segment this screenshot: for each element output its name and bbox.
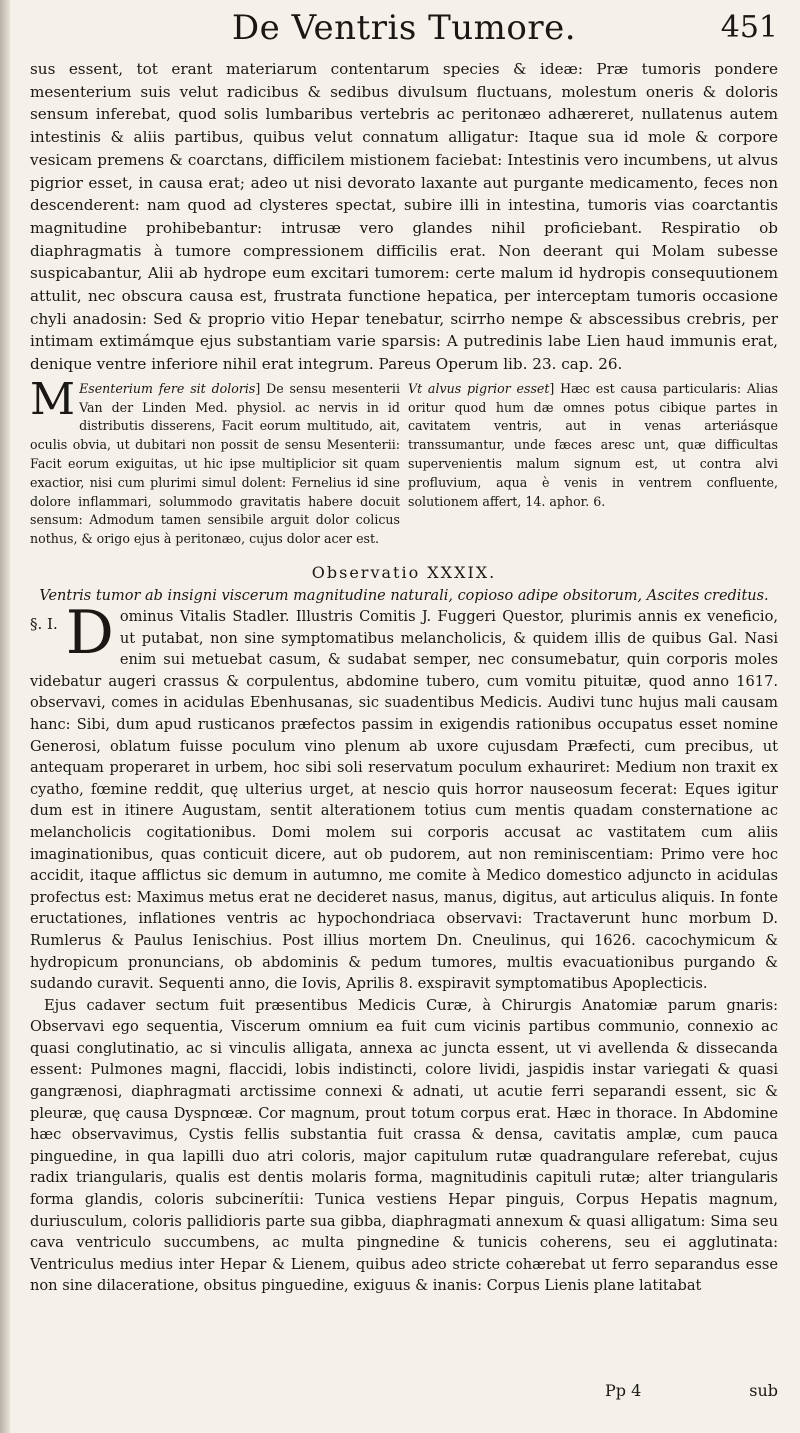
annotation-text: ] De sensu mesenterii Van der Linden Med. physiol. ac nervis in id distributis disserens, Facit eorum multitudo, ait, oculis obvia, ut dubitari non possit de sensu Mesenterii: Facit eorum exiguitas, ut hic ipse multiplicior sit quam exactior, nisi cum plurimi simul dolent: Fernelius id sine dolore inflammari, solummodo gravitatis habere docuit sensum: Admodum tamen sensibile arguit dolor colicus nothus, & origo ejus à peritonæo, cujus dolor acer est. xyxy=(30,380,400,547)
observation-subtitle: Ventris tumor ab insigni viscerum magnitudine naturali, copioso adipe obsitorum, Ascites creditus. xyxy=(39,588,769,605)
annotation-text: ] Hæc est causa particularis: Alias oritur quod hum dæ omnes potus cibique partes in cavitatem ventris, aut in venas arteriásque transsumantur, unde fæces aresc unt, quæ difficultas supervenientis malum signum est, ut contra alvi profluvium, aqua è venis in ventrem confluente, solutionem affert, 14. aphor. 6. xyxy=(408,380,778,509)
page-gutter xyxy=(0,0,10,1433)
page-number: 451 xyxy=(720,10,778,45)
observation-dropcap: D xyxy=(65,598,114,669)
running-title: De Ventris Tumore. xyxy=(231,8,577,48)
observation-text: ominus Vitalis Stadler. Illustris Comitis J. Fuggeri Questor, plurimis annis ex veneficio, ut putabat, non sine symptomatibus melancholicis, & quidem illis de quibus Gal. Nasi enim sui metuebat casum, & sudabat semper, nec consumebatur, quin corporis moles videbatur augeri crassus & corpulentus, abdomine tubero, cum vomitu pituitæ, quod anno 1617. observavi, comes in acidulas Ebenhusanas, sic suadentibus Medicis. Audivi tunc hujus mali causam hanc: Sibi, dum apud rusticanos præfectos passim in exigendis rationibus occupatus esset nomine Generosi, oblatum fuisse poculum vino plenum ab uxore cujusdam Præfecti, cum precibus, ut antequam properaret in urbem, hoc sibi soli reservatum poculum exhauriret: Medium non traxit ex cyatho, fœmine reddit, quę ulterius urget, at nescio quis horror nauseosum fecerat: Eques igitur dum est in itinere Augustam, sentit alterationem totius cum mentis quadam consternatione ac melancholicis cogitationibus. Domi molem sui corporis accusat ac vastitatem cum aliis imaginationibus, quas conticuit dicere, aut ob pudorem, aut non reminiscentiam: Primo vere hoc accidit, itaque afflictus sic demum in autumno, me comite à Medico domestico adjuncto in acidulas profectus est: Maximus metus erat ne decideret nasus, manus, digitus, aut articulus aliquis. In fonte eructationes, inflationes ventris ac hypochondriaca observavi: Tractaverunt hunc morbum D. Rumlerus & Paulus Ienischius. Post illius mortem Dn. Cneulinus, qui 1626. cacochymicum & hydropicum pronuncians, ob abdominis & pedum tumores, multis evacuationibus purgando & sudando curavit. Sequenti anno, die Iovis, Aprilis 8. exspiravit symptomatibus Apoplecticis. xyxy=(30,608,778,993)
catchword: sub xyxy=(749,1381,778,1400)
observation-paragraph xyxy=(30,598,778,995)
section-label: §. I. xyxy=(30,615,58,634)
continued-paragraph: sus essent, tot erant materiarum contentarum species & ideæ: Præ tumoris pondere mesenterium suis velut radicibus & sedibus divulsum fluctuans, molestum oneris & doloris sensum inferebat, quod solis lumbaribus vertebris ac peritonæo adhæreret, nullatenus autem intestinis & aliis partibus, quibus velut connatum alligatur: Itaque sua id mole & corpore vesicam premens & coarctans, difficilem mistionem faciebat: Intestinis vero incumbens, ut alvus pigrior esset, in causa erat; adeo ut nisi devorato laxante aut purgante medicamento, feces non descenderent: nam quod ad clysteres spectat, subire illi in intestina, tumoris vias coarctantis magnitudine prohibebantur: intrusæ vero glandes nihil proficiebant. Respiratio ob diaphragmatis à tumore compressionem difficilis erat. Non deerant qui Molam subesse suspicabantur, Alii ab hydrope eum excitari tumorem: certe malum id hydropis consequutionem attulit, nec obscura causa est, frustrata functione hepatica, per interceptam tumoris occasione chyli anadosin: Sed & proprio vitio Hepar tenebatur, scirrho nempe & abscessibus crebris, per intimam extimámque ejus substantiam varie sparsis: A putredinis labe Lien haud immunis erat, denique ventre inferiore nihil erat integrum. Pareus Operum lib. 23. cap. 26. xyxy=(30,60,778,374)
signature-mark: Pp 4 xyxy=(605,1381,642,1400)
page-body xyxy=(30,58,778,1297)
running-header xyxy=(30,0,778,58)
page-footer xyxy=(30,1381,778,1407)
dissection-paragraph: Ejus cadaver sectum fuit præsentibus Medicis Curæ, à Chirurgis Anatomiæ parum gnaris: Observavi ego sequentia, Viscerum omnium ea fuit cum vicinis partibus communio, connexio ac quasi conglutinatio, ac si vinculis alligata, annexa ac juncta essent, ut vi avellenda & dissecanda essent: Pulmones magni, flaccidi, lobis indistincti, colore lividi, jaspidis instar variegati & quasi gangrænosi, diaphragmati arctissime connexi & adnati, ut acutie ferri separandi essent, sic & pleuræ, quę causa Dyspnœæ. Cor magnum, prout totum corpus erat. Hæc in thorace. In Abdomine hæc observavimus, Cystis fellis substantia fuit crassa & densa, cavitatis amplæ, cum pauca pinguedine, in qua lapilli duo atri coloris, major capitulum rutæ quadrangulare referebat, cujus radix triangularis, qualis est dentis molaris forma, magnitudinis capituli rutæ; alter triangularis forma glandis, coloris subcinerítii: Tunica vestiens Hepar pinguis, Corpus Hepatis magnum, duriusculum, coloris pallidioris parte sua gibba, diaphragmati annexum & quasi alligatum: Sima seu cava ventriculo succumbens, ac multa pingnedine & tunicis coherens, seu ei agglutinata: Ventriculus medius inter Hepar & Lienem, quibus adeo stricte cohærebat ut ferro separandus esse non sine dilaceratione, obsitus pinguedine, exiguus & inanis: Corpus Lienis plane latitabat xyxy=(30,996,778,1295)
annotation-lemma: Vt alvus pigrior esset xyxy=(408,380,550,396)
annotation-lemma: Esenterium fere sit doloris xyxy=(79,380,256,396)
annotation-dropcap: M xyxy=(30,373,76,425)
annotation-right xyxy=(408,380,778,549)
observation-heading: Observatio XXXIX. xyxy=(311,563,497,583)
annotation-columns xyxy=(30,373,778,549)
annotation-left xyxy=(30,373,400,549)
